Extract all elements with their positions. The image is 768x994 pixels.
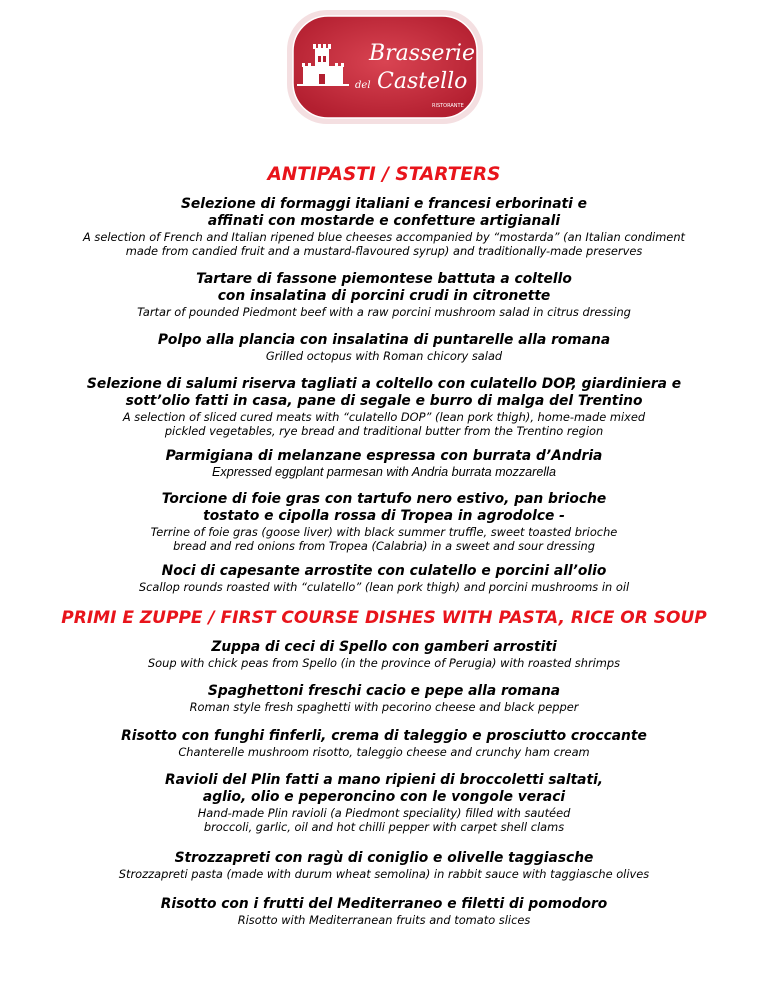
dish-name: Parmigiana di melanzane espressa con burrata d’Andria <box>165 448 603 464</box>
logo-subtitle: RISTORANTE <box>432 103 464 109</box>
dish-name: Tartare di fassone piemontese battuta a coltello <box>196 271 572 287</box>
dish-description: Expressed eggplant parmesan with Andria burrata mozzarella <box>212 465 556 479</box>
logo-badge <box>285 8 485 126</box>
menu-item <box>0 683 768 714</box>
dish-description: Scallop rounds roasted with “culatello” (lean pork thigh) and porcini mushrooms in oil <box>138 580 630 594</box>
dish-name: Zuppa di ceci di Spello con gamberi arrostiti <box>211 639 557 655</box>
dish-description: bread and red onions from Tropea (Calabria) in a sweet and sour dressing <box>173 539 595 553</box>
dish-name: Polpo alla plancia con insalatina di puntarelle alla romana <box>157 332 611 348</box>
dish-name: Noci di capesante arrostite con culatello e porcini all’olio <box>161 563 607 579</box>
dish-description: A selection of sliced cured meats with “culatello DOP” (lean pork thigh), home-made mixed <box>122 410 646 424</box>
dish-name: tostato e cipolla rossa di Tropea in agrodolce - <box>203 508 565 524</box>
menu-item <box>0 271 768 319</box>
dish-description: made from candied fruit and a mustard-flavoured syrup) and traditionally-made preserves <box>125 244 643 258</box>
dish-name: Risotto con funghi finferli, crema di taleggio e prosciutto croccante <box>121 728 647 744</box>
section-title-starters: ANTIPASTI / STARTERS <box>267 164 501 185</box>
menu-item <box>0 196 768 258</box>
dish-description: Risotto with Mediterranean fruits and tomato slices <box>237 913 531 927</box>
dish-description: A selection of French and Italian ripened blue cheeses accompanied by “mostarda” (an Italian condiment <box>82 230 686 244</box>
dish-name: Ravioli del Plin fatti a mano ripieni di broccoletti saltati, <box>164 772 604 788</box>
dish-name: affinati con mostarde e confetture artigianali <box>207 213 561 229</box>
menu-item <box>0 376 768 438</box>
restaurant-logo <box>285 8 485 126</box>
menu-item <box>0 563 768 594</box>
dish-name: aglio, olio e peperoncino con le vongole veraci <box>202 789 566 805</box>
dish-description: Strozzapreti pasta (made with durum wheat semolina) in rabbit sauce with taggiasche olives <box>118 867 650 881</box>
dish-description: Hand-made Plin ravioli (a Piedmont speciality) filled with sautéed <box>197 806 571 820</box>
logo-title-line2: Castello <box>377 69 468 94</box>
dish-name: Risotto con i frutti del Mediterraneo e filetti di pomodoro <box>160 896 608 912</box>
dish-description: Tartar of pounded Piedmont beef with a raw porcini mushroom salad in citrus dressing <box>137 305 631 319</box>
dish-description: Terrine of foie gras (goose liver) with black summer truffle, sweet toasted brioche <box>150 525 618 539</box>
menu-item <box>0 896 768 927</box>
dish-description: Soup with chick peas from Spello (in the province of Perugia) with roasted shrimps <box>147 656 621 670</box>
dish-description: Grilled octopus with Roman chicory salad <box>265 349 503 363</box>
dish-description: Roman style fresh spaghetti with pecorino cheese and black pepper <box>189 700 579 714</box>
section-title-primi: PRIMI E ZUPPE / FIRST COURSE DISHES WITH PASTA, RICE OR SOUP <box>61 608 707 628</box>
dish-name: Strozzapreti con ragù di coniglio e olivelle taggiasche <box>174 850 594 866</box>
dish-name: Selezione di salumi riserva tagliati a coltello con culatello DOP, giardiniera e <box>86 376 682 392</box>
menu-item <box>0 448 768 479</box>
menu-item <box>0 728 768 759</box>
dish-name: Spaghettoni freschi cacio e pepe alla romana <box>207 683 561 699</box>
dish-name: con insalatina di porcini crudi in citronette <box>217 288 551 304</box>
menu-item <box>0 639 768 670</box>
dish-name: Torcione di foie gras con tartufo nero estivo, pan brioche <box>161 491 607 507</box>
menu-item <box>0 772 768 834</box>
logo-title-del: del <box>355 80 371 91</box>
menu-item <box>0 491 768 553</box>
dish-name: sott’olio fatti in casa, pane di segale e burro di malga del Trentino <box>125 393 643 409</box>
menu-item <box>0 850 768 881</box>
menu-item <box>0 332 768 363</box>
dish-name: Selezione di formaggi italiani e francesi erborinati e <box>180 196 588 212</box>
dish-description: broccoli, garlic, oil and hot chilli pepper with carpet shell clams <box>203 820 565 834</box>
logo-title-line1: Brasserie <box>369 41 475 66</box>
dish-description: Chanterelle mushroom risotto, taleggio cheese and crunchy ham cream <box>178 745 590 759</box>
dish-description: pickled vegetables, rye bread and traditional butter from the Trentino region <box>164 424 604 438</box>
